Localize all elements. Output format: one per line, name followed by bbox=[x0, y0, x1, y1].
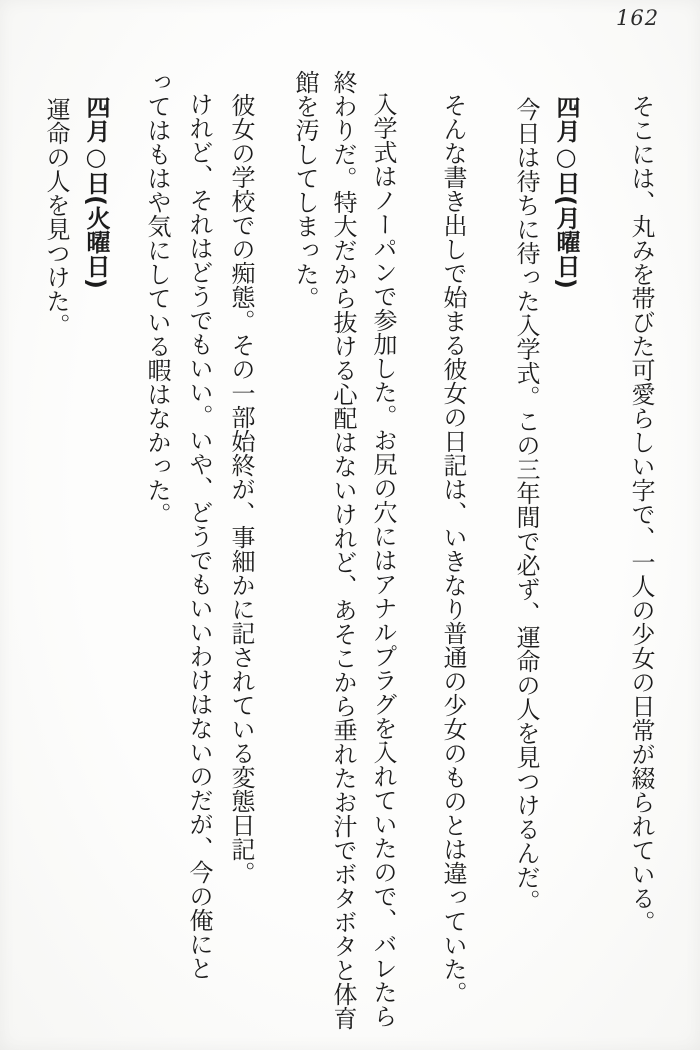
page-number: 162 bbox=[616, 6, 660, 30]
diary-line: 入学式はノーパンで参加した。お尻の穴にはアナルプラグを入れていたので、バレたら bbox=[369, 92, 397, 1028]
narration-line: そんな書き出しで始まる彼女の日記は、いきなり普通の少女のものとは違っていた。 bbox=[439, 93, 467, 1005]
narration-line: けれど、それはどうでもいい。いや、どうでもいいわけはないのだが、今の俺にと bbox=[185, 92, 213, 980]
narration-line: そこには、丸みを帯びた可愛らしい字で、一人の少女の日常が綴られている。 bbox=[627, 94, 655, 934]
narration-line: 彼女の学校での痴態。その一部始終が、事細かに記されている変態日記。 bbox=[227, 93, 255, 885]
narration-line: ってはもはや気にしている暇はなかった。 bbox=[143, 70, 171, 526]
diary-date-monday: 四月○日(月曜日) bbox=[552, 95, 580, 289]
diary-date-tuesday: 四月○日(火曜日) bbox=[82, 95, 110, 289]
diary-line: 今日は待ちに待った入学式。この三年間で必ず、運命の人を見つけるんだ。 bbox=[512, 97, 540, 913]
diary-line: 館を汚してしまった。 bbox=[291, 70, 319, 310]
diary-line: 運命の人を見つけた。 bbox=[42, 97, 70, 337]
diary-line: 終わりだ。特大だから抜ける心配はないけれど、あそこから垂れたお汁でボタボタと体育 bbox=[329, 70, 357, 1030]
